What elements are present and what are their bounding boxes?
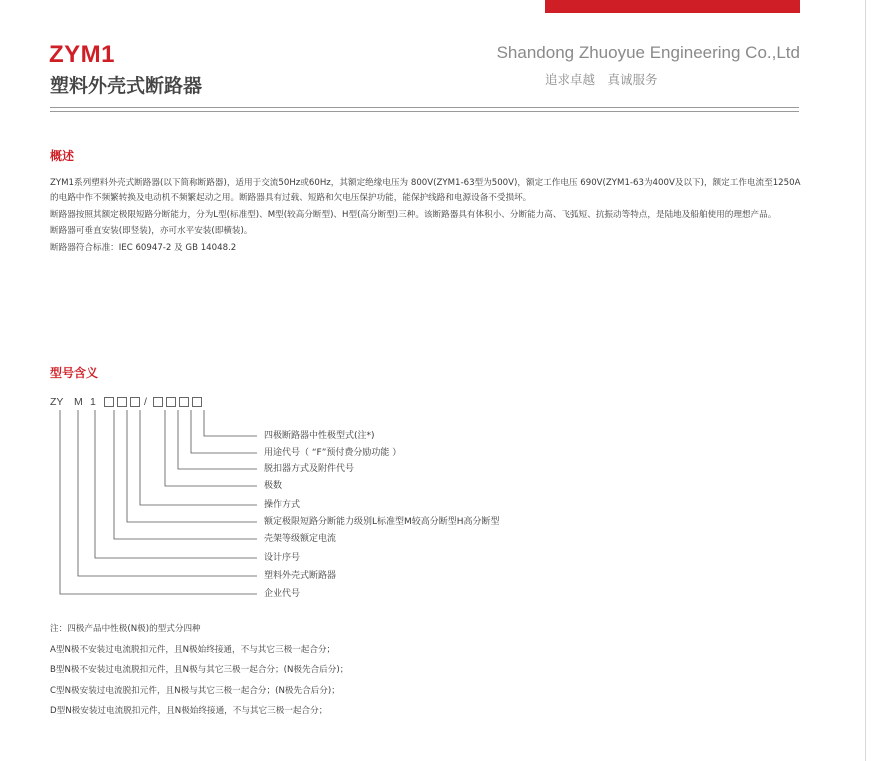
code-box [104, 397, 114, 407]
diagram-label: 塑料外壳式断路器 [264, 571, 337, 581]
code-box [179, 397, 189, 407]
overview-paragraph: 断路器符合标准：IEC 60947-2 及 GB 14048.2 [50, 243, 237, 254]
diagram-label: 脱扣器方式及附件代号 [264, 464, 355, 474]
note-item: A型N极不安装过电流脱扣元件，且N极始终接通，不与其它三极一起合分； [50, 644, 336, 655]
brand-color-bar [545, 0, 800, 13]
code-box [166, 397, 176, 407]
code-prefix-zy: ZY [50, 396, 64, 408]
note-item: D型N极安装过电流脱扣元件，且N极始终接通，不与其它三极一起合分； [50, 706, 328, 716]
company-name: Shandong Zhuoyue Engineering Co.,Ltd [496, 43, 800, 62]
code-box [153, 397, 163, 407]
overview-title: 概述 [50, 149, 75, 163]
company-slogan: 追求卓越 真诚服务 [545, 72, 658, 87]
code-separator: / [144, 396, 147, 408]
overview-body [50, 176, 802, 258]
diagram-label: 壳架等级额定电流 [264, 534, 337, 544]
overview-paragraph: ZYM1系列塑料外壳式断路器(以下简称断路器)，适用于交流50Hz或60Hz，其额定绝缘电压为 800V(ZYM1-63型为500V)，额定工作电压 690V(ZYM1-63为400V及以下)，额定工作电流至1250A 的电路中作不频繁转换及电动机不频繁起动之用。断路器具有过载、短路和欠电压保护功能，能保护线路和电源设备不受损坏。 [50, 178, 801, 203]
model-meaning-title: 型号含义 [50, 366, 99, 380]
header-divider-top [50, 107, 799, 108]
diagram-label: 额定极限短路分断能力级别L标准型M较高分断型H高分断型 [264, 517, 500, 527]
code-box [130, 397, 140, 407]
product-model: ZYM1 [49, 41, 116, 68]
notes-title: 注：四极产品中性极(N极)的型式分四种 [50, 624, 201, 634]
diagram-label: 设计序号 [264, 553, 301, 563]
code-prefix-m: M [74, 396, 83, 408]
code-box [192, 397, 202, 407]
page-edge-rule [865, 0, 866, 761]
code-prefix-1: 1 [90, 396, 96, 408]
diagram-label: 企业代号 [264, 589, 301, 599]
note-item: C型N极安装过电流脱扣元件，且N极与其它三极一起合分；(N极先合后分)； [50, 685, 340, 696]
product-subtitle: 塑料外壳式断路器 [50, 75, 203, 97]
header-divider-bottom [50, 111, 799, 112]
diagram-label: 四极断路器中性极型式(注*) [264, 431, 375, 441]
notes [50, 619, 650, 722]
diagram-label: 极数 [264, 481, 283, 491]
overview-paragraph: 断路器可垂直安装(即竖装)，亦可水平安装(即横装)。 [50, 226, 253, 237]
overview-paragraph: 断路器按照其额定极限短路分断能力，分为L型(标准型)、M型(较高分断型)、H型(高分断型)三种。该断路器具有体积小、分断能力高、飞弧短、抗振动等特点，是陆地及船舶使用的理想产品。 [50, 209, 777, 220]
diagram-label: 用途代号（ “F”预付费分励功能 ） [264, 448, 402, 458]
note-item: B型N极不安装过电流脱扣元件，且N极与其它三极一起合分；(N极先合后分)； [50, 665, 349, 675]
code-box [117, 397, 127, 407]
diagram-label: 操作方式 [264, 500, 301, 510]
